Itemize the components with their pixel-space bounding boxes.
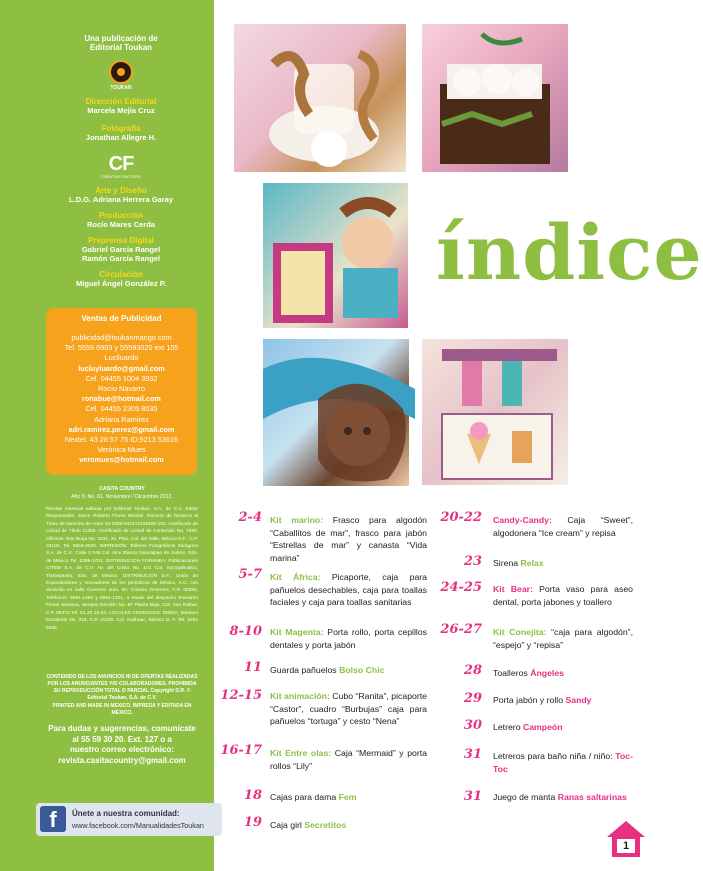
toc-entry[interactable] xyxy=(270,664,427,677)
magenta-kit-illustration xyxy=(263,183,414,334)
credit-role: Fotografía xyxy=(101,124,141,133)
toc-entry-text: Frasco para algodón “Caballitos de mar”, frasco para jabón “Estrellas de mar” y canasta “Vida marina” xyxy=(270,515,427,563)
ad-sales-line[interactable]: publicidad@toukanmango.com xyxy=(71,333,172,342)
toc-entry-label: Secretitos xyxy=(304,820,347,830)
credit-role: Arte y Diseño xyxy=(95,186,147,195)
facebook-icon: f xyxy=(40,806,66,832)
african-box-illustration xyxy=(422,24,574,178)
cf-logo xyxy=(46,154,196,179)
toc-page-number: 23 xyxy=(463,554,482,569)
toc-entry-label: Sandy xyxy=(565,695,592,705)
toc-entry-label: Ángeles xyxy=(530,668,564,678)
toc-page-number: 18 xyxy=(243,788,262,803)
toc-entry[interactable] xyxy=(270,571,427,609)
toc-entry[interactable] xyxy=(493,721,633,734)
credit-name: Miguel Ángel González P. xyxy=(76,279,166,288)
toc-page-number: 30 xyxy=(463,718,482,733)
toc-entry-label: Kit Entre olas: xyxy=(270,748,332,758)
ad-sales-line[interactable]: adri.ramirez.perez@gmail.com xyxy=(68,424,175,434)
contact-block xyxy=(40,724,204,766)
toc-entry[interactable] xyxy=(270,626,427,651)
ad-sales-title: Ventas de Publicidad xyxy=(81,314,162,323)
ad-sales-line: Luclluardo xyxy=(104,353,139,363)
credit-name: Rocío Mares Cerda xyxy=(87,220,155,229)
toc-entry-label: Kit marino: xyxy=(270,515,324,525)
disclaimer: CONTENIDO DE LOS ANUNCIOS NI DE OFERTAS REALIZADAS POR LOS ANUNCIANTES Y/O COLABORADORES. PROHIBIDA SU REPRODUCCIÓN TOTAL O PARCIAL Copyright D.R. © Editorial Toukan, S.A. de C.V. xyxy=(46,674,198,701)
toc-page-number: 20-22 xyxy=(440,510,482,525)
toc-entry[interactable] xyxy=(493,694,633,707)
seahorse-jar-illustration xyxy=(234,24,412,178)
credit-name: Marcela Mejía Cruz xyxy=(87,106,155,115)
publisher-line-2: Editorial Toukan xyxy=(89,43,153,52)
toc-page-number: 26-27 xyxy=(440,622,482,637)
photo-kit-entre-olas xyxy=(260,336,412,489)
credit-role: Producción xyxy=(98,211,143,220)
toc-entry-text: Caja girl xyxy=(270,820,305,830)
imprint-body: Revista mensual editada por Editorial Toukan, S.A. de C.V. Editor Responsable: Jaime Roberto Flores Montiel. Número de Reserva al Título de Derecho de Autor 04-2000-041817225400-102. Certificado de Licitud de Título 11360. Certificado de Licitud de Contenido No. 7920. Oficinas: San Borja No. 1031, 2o. Piso, Col. del Valle, México D.F., C.P. 03100, Tel. 5559-3020. IMPRESIÓN: Talleres Fotográficos Zaragoza S.A. de C.V., Calle 3 #48 Col. Alce Blanco Naucalpan de Juárez, Edo. de México Tel. 5359-1701. DISTRIBUCIÓN FORÁNEA: Publicaciones CITEM S.A. de C.V. Av. del Cristo No. 101 Col. Xocoyahualco, Tlalnepantla, Edo. de México. DISTRIBUCIÓN D.F.: Unión de Expendedores y Voceadores de los periódicos de México, A.C. con domicilio en calle Guerrero núm. 50, Colonia Guerrero, C.P. 06350, Teléfonos: 5591-1400 y 5591-1401, a través del despacho Everardo Flores Santana, Serapio Rendón No. 87 Planta Baja, Col. San Rafael, C.P. 06470 Tel. 51 20 19 64. LOCALES CERRADOS: DIMSA, Mariano Escobedo No. 218, C.P. 11320. Col. Anáhuac, México D. F. Tel. 5262 9439. xyxy=(46,507,198,631)
photo-candy-candy xyxy=(419,336,571,488)
toc-entry-text: “caja para algodón”, “espejo” y “repisa” xyxy=(493,627,633,650)
ad-sales-box xyxy=(46,308,197,475)
contact-line: Para dudas y sugerencias, comunícate xyxy=(48,724,196,733)
publisher-line-1: Una publicación de xyxy=(84,34,158,43)
imprint-issue: Año 9, No. 81, Noviembre / Diciembre 2012. xyxy=(71,494,173,500)
ad-sales-line[interactable]: veromues@hotmail.com xyxy=(79,455,164,465)
ad-sales-line: Adriana Ramírez xyxy=(94,414,149,424)
toc-entry-label: Toc-Toc xyxy=(493,751,633,774)
printed-in: PRINTED AND MADE IN MEXICO. IMPRESA Y EDITADA EN MÉXICO. xyxy=(52,703,192,716)
ad-sales-line: Verónica Mues xyxy=(97,445,146,455)
credit-role: Preprensa Digital xyxy=(88,236,154,245)
toc-entry-text: Cajas para dama xyxy=(270,792,339,802)
candy-box-illustration xyxy=(422,339,574,491)
credit-name: Jonathan Allegre H. xyxy=(85,133,157,142)
toc-entry[interactable] xyxy=(493,791,633,804)
toc-entry-label: Bolso Chic xyxy=(339,665,385,675)
credits-sidebar xyxy=(0,0,214,871)
ad-sales-line: Cel. 04455 2305 8035 xyxy=(85,404,158,414)
ad-sales-line[interactable]: ronabue@hotmail.com xyxy=(82,394,161,404)
toucan-icon xyxy=(109,60,133,84)
toc-entry-text: Sirena xyxy=(493,558,521,568)
toc-entry-text: Caja “Sweet”, algodonera “Ice cream” y repisa xyxy=(493,515,633,538)
credit-role: Circulación xyxy=(99,270,143,279)
page-number: 1 xyxy=(622,840,630,852)
ad-sales-line: Tel. 5559 6903 y 55593020 ext 105 xyxy=(64,343,179,353)
toc-entry[interactable] xyxy=(493,626,633,651)
toc-entry-text: Toalleros xyxy=(493,668,531,678)
ad-sales-line: Nextel: 43 28 57 75 ID:9213 53616 xyxy=(64,435,179,445)
toc-entry[interactable] xyxy=(493,583,633,608)
toc-page-number: 8-10 xyxy=(229,624,262,639)
toc-page-number: 16-17 xyxy=(220,743,262,758)
facebook-cta: Únete a nuestra comunidad: xyxy=(72,809,180,818)
toc-entry[interactable] xyxy=(493,557,633,570)
cf-logo-sub: CREATIVE FACTORY xyxy=(101,174,141,179)
facebook-banner[interactable] xyxy=(36,803,222,836)
toc-entry-label: Kit África: xyxy=(270,572,321,582)
toc-entry-label: Kit Conejita: xyxy=(493,627,547,637)
toc-entry[interactable] xyxy=(493,514,633,539)
toc-entry[interactable] xyxy=(270,819,427,832)
photo-kit-magenta xyxy=(260,180,411,331)
toc-entry-label: Kit animación: xyxy=(270,691,330,701)
page-title: índice xyxy=(436,208,703,297)
ad-sales-line: Cel. 04455 1004 3932 xyxy=(85,373,158,383)
logo-label: TOUKAN xyxy=(110,85,132,91)
toc-entry[interactable] xyxy=(270,514,427,564)
toc-page-number: 31 xyxy=(463,789,482,804)
toc-entry-text: Caja “Mermaid” y porta rollos “Lily” xyxy=(270,748,427,771)
toc-entry[interactable] xyxy=(493,667,633,680)
credit-name: Ramón García Rangel xyxy=(82,254,160,263)
contact-line: nuestro correo electrónico: xyxy=(69,745,175,754)
toc-entry-label: Ranas saltarinas xyxy=(557,792,627,802)
contact-line: al 55 59 30 20. Ext. 127 o a xyxy=(72,734,172,744)
credit-name: Gabriel García Rangel xyxy=(81,245,161,254)
toc-page-number: 24-25 xyxy=(440,580,482,595)
toc-entry-text: Picaporte, caja para pañuelos desechables, caja para toallas faciales y caja para toallas sanitarias xyxy=(270,572,427,608)
page-number-badge xyxy=(605,818,647,860)
toc-entry-label: Kit Magenta: xyxy=(270,627,324,637)
imprint-title: CASITA COUNTRY xyxy=(99,486,145,492)
ad-sales-line[interactable]: lucluyluardo@gmail.com xyxy=(78,363,165,373)
toc-entry[interactable] xyxy=(493,750,633,775)
toc-entry-text: Porta vaso para aseo dental, porta jabones y toallero xyxy=(493,584,633,607)
toc-page-number: 28 xyxy=(463,663,482,678)
facebook-url[interactable]: www.facebook.com/ManualidadesToukan xyxy=(72,821,204,830)
toc-entry[interactable] xyxy=(270,747,427,772)
contact-email[interactable]: revista.casitacountry@gmail.com xyxy=(58,755,186,765)
toc-entry-label: Candy-Candy: xyxy=(493,515,552,525)
photo-kit-marino xyxy=(231,21,409,175)
toc-entry-label: Relax xyxy=(520,558,544,568)
toukan-logo xyxy=(46,60,196,91)
toc-page-number: 5-7 xyxy=(238,567,262,582)
toc-page-number: 11 xyxy=(243,660,262,675)
toc-entry-text: Porta rollo, porta cepillos dentales y porta jabón xyxy=(270,627,427,650)
credit-role: Dirección Editorial xyxy=(85,97,157,106)
credit-name: L.D.G. Adriana Herrera Garay xyxy=(69,195,173,204)
cf-logo-text: CF xyxy=(108,153,134,175)
mermaid-illustration xyxy=(263,339,415,492)
toc-entry[interactable] xyxy=(270,791,427,804)
toc-entry-label: Campeón xyxy=(522,722,563,732)
toc-entry-text: Cubo “Ranita”, picaporte “Castor”, cuadro “Burbujas” caja para pañuelos “tortuga” y cesto “Nena” xyxy=(270,691,427,727)
toc-page-number: 2-4 xyxy=(238,510,262,525)
photo-kit-africa xyxy=(419,21,571,175)
toc-page-number: 19 xyxy=(243,815,262,830)
toc-entry[interactable] xyxy=(270,690,427,728)
toc-entry-text: Letrero xyxy=(493,722,523,732)
toc-page-number: 31 xyxy=(463,747,482,762)
ad-sales-line: Rocío Navarro xyxy=(97,384,146,394)
toc-entry-label: Fem xyxy=(338,792,357,802)
toc-entry-text: Juego de manta xyxy=(493,792,558,802)
toc-entry-text: Guarda pañuelos xyxy=(270,665,340,675)
toc-page-number: 12-15 xyxy=(220,688,262,703)
toc-entry-label: Kit Bear: xyxy=(493,584,533,594)
toc-page-number: 29 xyxy=(463,691,482,706)
toc-entry-text: Letreros para baño niña / niño: xyxy=(493,751,616,761)
toc-entry-text: Porta jabón y rollo xyxy=(493,695,566,705)
